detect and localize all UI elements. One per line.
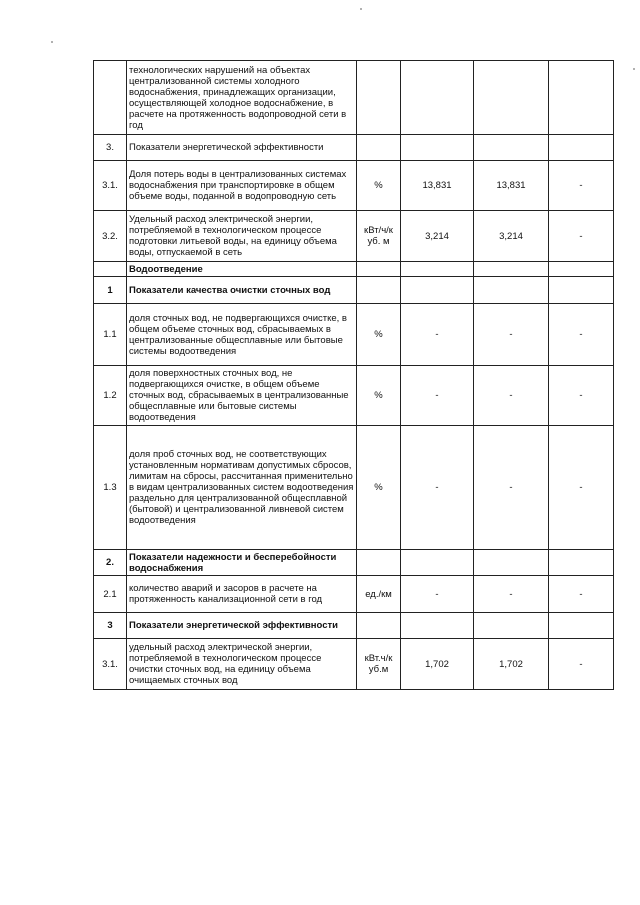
row-value-2 bbox=[474, 550, 549, 576]
table-row bbox=[94, 304, 614, 366]
row-description: Доля потерь воды в централизованных системах водоснабжения при транспортировке в общем объеме воды, поданной в водопроводную сеть bbox=[127, 161, 357, 211]
row-value-2: 3,214 bbox=[474, 211, 549, 262]
row-value-2: 13,831 bbox=[474, 161, 549, 211]
row-value-3 bbox=[549, 135, 614, 161]
row-value-3 bbox=[549, 550, 614, 576]
row-value-2: - bbox=[474, 366, 549, 426]
row-description: Удельный расход электрической энергии, потребляемой в технологическом процессе подготовки литьевой воды, на единицу объема воды, отпускаемой в сеть bbox=[127, 211, 357, 262]
row-value-1 bbox=[401, 613, 474, 639]
row-description: доля поверхностных сточных вод, не подвергающихся очистке, в общем объеме сточных вод, сбрасываемых в централизованные общесплавные или бытовые системы водоотведения bbox=[127, 366, 357, 426]
scan-speck bbox=[633, 68, 635, 70]
row-value-1: 13,831 bbox=[401, 161, 474, 211]
row-description: Показатели энергетической эффективности bbox=[127, 135, 357, 161]
row-value-2: 1,702 bbox=[474, 639, 549, 690]
table-row bbox=[94, 426, 614, 550]
row-value-3 bbox=[549, 613, 614, 639]
row-number: 1.1 bbox=[94, 304, 127, 366]
row-value-3: - bbox=[549, 304, 614, 366]
row-description: доля сточных вод, не подвергающихся очистке, в общем объеме сточных вод, сбрасываемых в централизованные общесплавные или бытовые системы водоотведения bbox=[127, 304, 357, 366]
row-value-1 bbox=[401, 550, 474, 576]
row-value-2 bbox=[474, 262, 549, 277]
row-description: удельный расход электрической энергии, потребляемой в технологическом процессе очистки сточных вод, на единицу объема очищаемых сточных вод bbox=[127, 639, 357, 690]
row-description: Показатели энергетической эффективности bbox=[127, 613, 357, 639]
row-unit: % bbox=[357, 426, 401, 550]
table-row bbox=[94, 639, 614, 690]
row-number: 3 bbox=[94, 613, 127, 639]
row-value-1: - bbox=[401, 426, 474, 550]
row-value-2: - bbox=[474, 576, 549, 613]
row-value-2: - bbox=[474, 426, 549, 550]
row-value-2 bbox=[474, 277, 549, 304]
scan-speck bbox=[360, 8, 362, 10]
row-number bbox=[94, 61, 127, 135]
row-number: 1 bbox=[94, 277, 127, 304]
row-description: доля проб сточных вод, не соответствующих установленным нормативам допустимых сбросов, лимитам на сбросы, рассчитанная применительно в видам централизованных систем водоотведения раздельно для централизованной общесплавной (бытовой) и централизованной ливневой систем водоотведения bbox=[127, 426, 357, 550]
row-number: 2. bbox=[94, 550, 127, 576]
row-number: 2.1 bbox=[94, 576, 127, 613]
row-value-2 bbox=[474, 135, 549, 161]
row-description: количество аварий и засоров в расчете на протяженность канализационной сети в год bbox=[127, 576, 357, 613]
row-value-3 bbox=[549, 61, 614, 135]
row-value-3: - bbox=[549, 639, 614, 690]
row-unit: кВт/ч/к уб. м bbox=[357, 211, 401, 262]
row-value-2 bbox=[474, 61, 549, 135]
row-value-1 bbox=[401, 277, 474, 304]
row-description: Показатели надежности и бесперебойности водоснабжения bbox=[127, 550, 357, 576]
row-value-3 bbox=[549, 277, 614, 304]
row-value-3: - bbox=[549, 211, 614, 262]
indicators-table-body bbox=[94, 61, 614, 690]
row-value-1: 3,214 bbox=[401, 211, 474, 262]
table-row bbox=[94, 161, 614, 211]
row-value-2 bbox=[474, 613, 549, 639]
row-unit bbox=[357, 613, 401, 639]
row-unit bbox=[357, 277, 401, 304]
row-value-1: 1,702 bbox=[401, 639, 474, 690]
row-value-1 bbox=[401, 135, 474, 161]
row-value-2: - bbox=[474, 304, 549, 366]
row-unit bbox=[357, 61, 401, 135]
row-unit: ед./км bbox=[357, 576, 401, 613]
row-value-3: - bbox=[549, 366, 614, 426]
table-row bbox=[94, 613, 614, 639]
table-row bbox=[94, 550, 614, 576]
row-unit bbox=[357, 262, 401, 277]
table-row bbox=[94, 211, 614, 262]
row-number: 3.1. bbox=[94, 639, 127, 690]
table-row bbox=[94, 576, 614, 613]
row-description: Показатели качества очистки сточных вод bbox=[127, 277, 357, 304]
row-value-1: - bbox=[401, 576, 474, 613]
row-number bbox=[94, 262, 127, 277]
row-number: 1.2 bbox=[94, 366, 127, 426]
table-row bbox=[94, 262, 614, 277]
row-unit: кВт.ч/к уб.м bbox=[357, 639, 401, 690]
row-value-1 bbox=[401, 61, 474, 135]
row-description: Водоотведение bbox=[127, 262, 357, 277]
table-row bbox=[94, 135, 614, 161]
row-unit: % bbox=[357, 366, 401, 426]
row-unit: % bbox=[357, 161, 401, 211]
table-row bbox=[94, 61, 614, 135]
row-description: технологических нарушений на объектах централизованной системы холодного водоснабжения, принадлежащих организации, осуществляющей холодное водоснабжение, в расчете на протяженность водопроводной сети в год bbox=[127, 61, 357, 135]
row-number: 1.3 bbox=[94, 426, 127, 550]
row-value-3 bbox=[549, 262, 614, 277]
indicators-table bbox=[93, 60, 614, 690]
table-row bbox=[94, 366, 614, 426]
row-value-3: - bbox=[549, 161, 614, 211]
row-value-1: - bbox=[401, 366, 474, 426]
row-number: 3.2. bbox=[94, 211, 127, 262]
row-unit bbox=[357, 135, 401, 161]
scan-speck bbox=[51, 41, 53, 43]
row-value-1 bbox=[401, 262, 474, 277]
row-unit bbox=[357, 550, 401, 576]
row-value-3: - bbox=[549, 426, 614, 550]
row-number: 3. bbox=[94, 135, 127, 161]
row-number: 3.1. bbox=[94, 161, 127, 211]
row-value-1: - bbox=[401, 304, 474, 366]
row-unit: % bbox=[357, 304, 401, 366]
table-row bbox=[94, 277, 614, 304]
row-value-3: - bbox=[549, 576, 614, 613]
